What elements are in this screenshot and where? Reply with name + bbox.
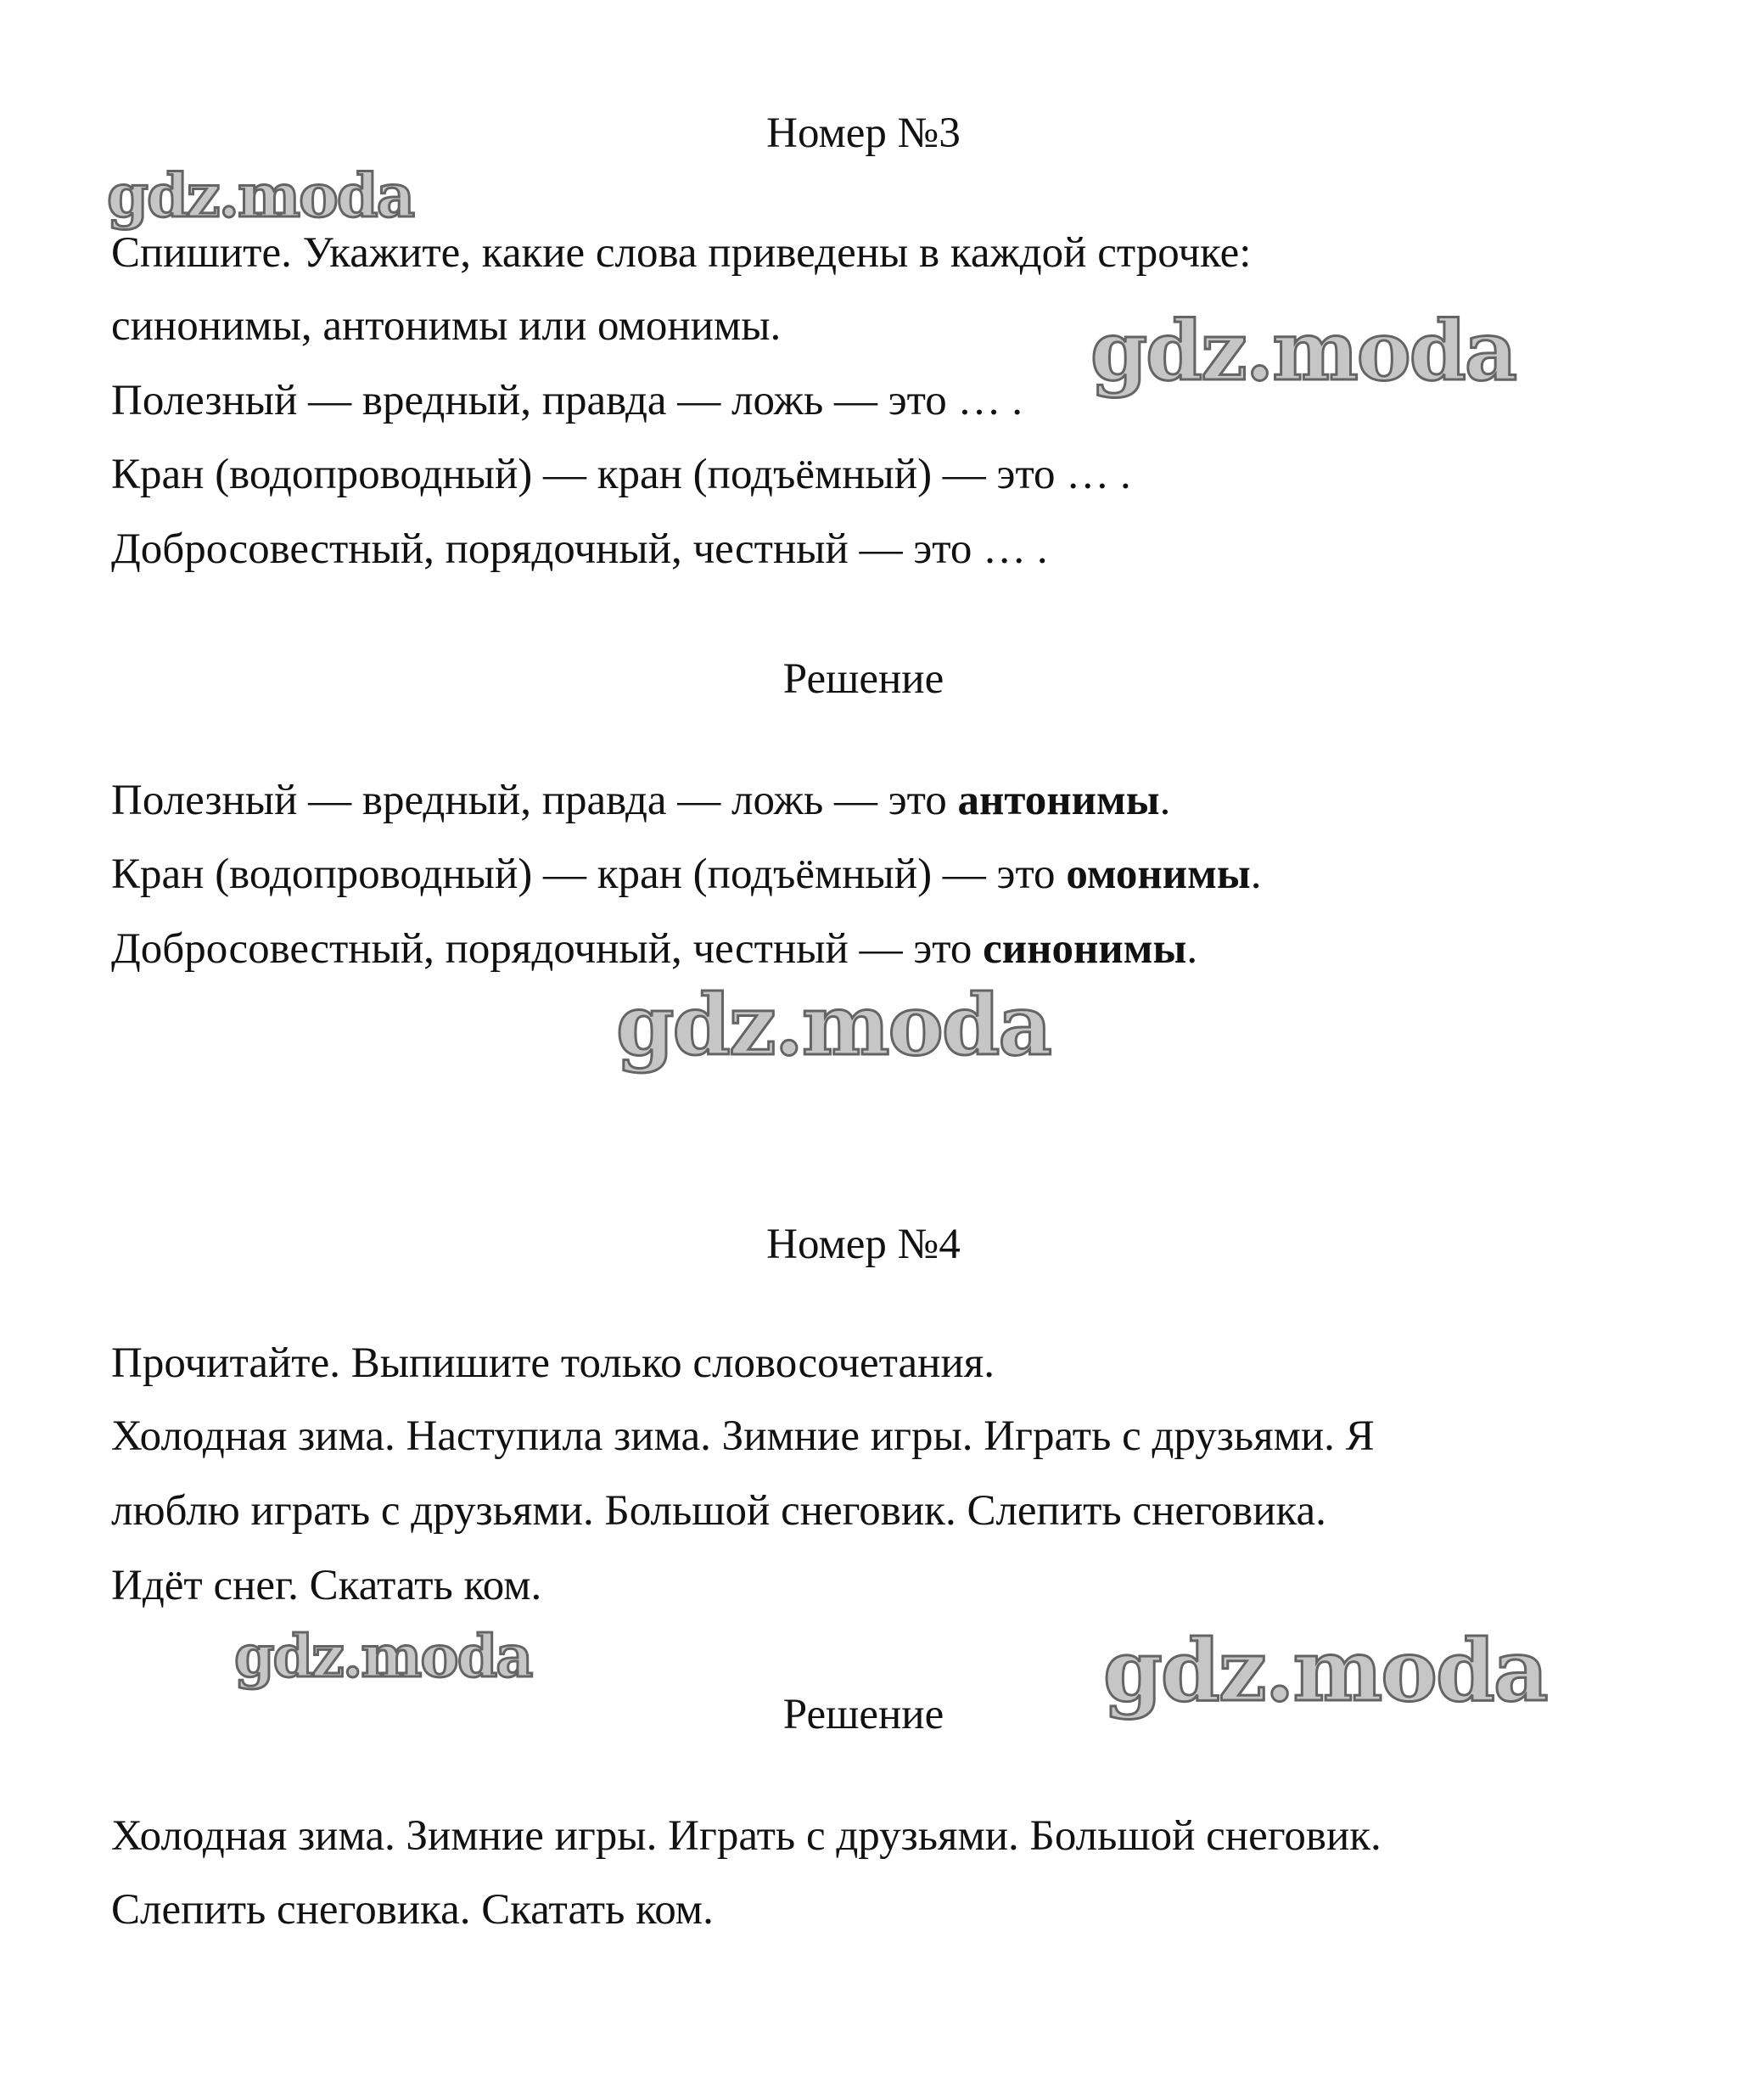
task3-prompt-line-5: Добросовестный, порядочный, честный — это … . — [111, 525, 1048, 573]
watermark-logo: gdz.moda — [1090, 303, 1516, 399]
task3-solution-heading: Решение — [782, 655, 944, 703]
task3-solution-line-2: Кран (водопроводный) — кран (подъёмный) — это омонимы. — [111, 851, 1262, 898]
watermark-logo: gdz.moda — [234, 1623, 532, 1691]
task3-prompt-line-4: Кран (водопроводный) — кран (подъёмный) — это … . — [111, 451, 1131, 498]
task3-prompt-line-2: синонимы, антонимы или омонимы. — [111, 302, 782, 350]
task3-solution-line-3: Добросовестный, порядочный, честный — это синонимы. — [111, 925, 1198, 973]
task4-solution-line-2: Слепить снеговика. Скатать ком. — [111, 1886, 714, 1934]
task4-heading: Номер №4 — [766, 1221, 961, 1268]
task4-prompt-line-1: Прочитайте. Выпишите только словосочетания. — [111, 1339, 995, 1387]
watermark-logo: gdz.moda — [1103, 1620, 1547, 1721]
task3-solution-line-1: Полезный — вредный, правда — ложь — это антонимы. — [111, 777, 1171, 824]
task4-solution-line-1: Холодная зима. Зимние игры. Играть с друзьями. Большой снеговик. — [111, 1812, 1382, 1860]
watermark-logo: gdz.moda — [616, 977, 1051, 1075]
task4-prompt-line-2: Холодная зима. Наступила зима. Зимние игры. Играть с друзьями. Я — [111, 1412, 1375, 1460]
watermark-logo: gdz.moda — [107, 160, 414, 231]
task3-heading: Номер №3 — [766, 109, 961, 157]
task3-prompt-line-1: Спишите. Укажите, какие слова приведены в каждой строчке: — [111, 229, 1252, 277]
task4-prompt-line-3: люблю играть с друзьями. Большой снеговик. Слепить снеговика. — [111, 1487, 1326, 1535]
answer-homonyms: омонимы — [1066, 851, 1251, 898]
task4-prompt-line-4: Идёт снег. Скатать ком. — [111, 1562, 542, 1609]
task4-solution-heading: Решение — [782, 1691, 944, 1738]
answer-antonyms: антонимы — [957, 777, 1160, 824]
task3-prompt-line-3: Полезный — вредный, правда — ложь — это … . — [111, 377, 1023, 424]
answer-synonyms: синонимы — [983, 925, 1187, 973]
